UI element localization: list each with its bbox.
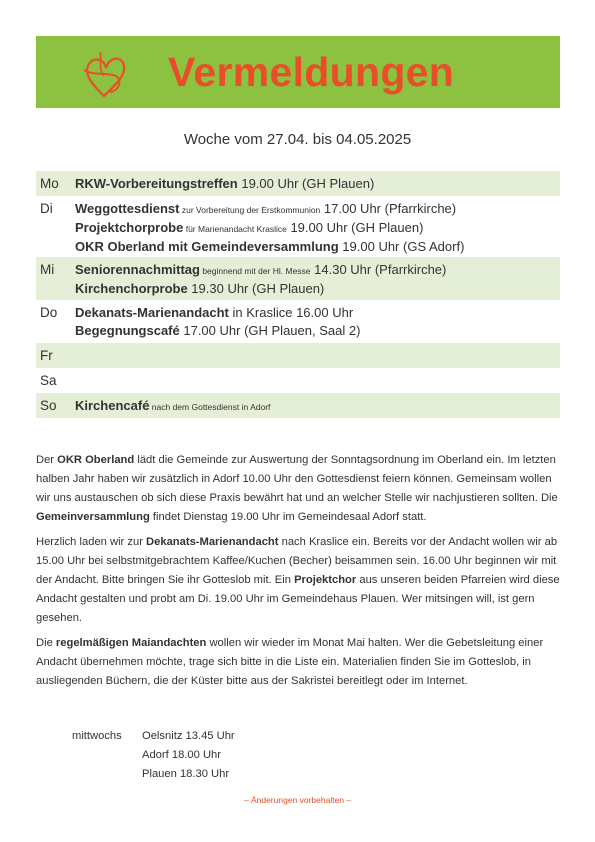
paragraph-text: nach Kraslice ein. Bereits vor der Andacht wollen wir ab 15.00 Uhr bei selbstmitgebrachtem Kaffee/Kuchen (Becher) beisammen sein. 16.00 Uhr beginnen wir mit der Andacht. Bitte bringen Sie ihr Gotteslob mit. Ein xyxy=(36,536,558,586)
event-details: 17.00 Uhr (Pfarrkirche) xyxy=(320,201,457,216)
weekday-label: So xyxy=(40,398,57,413)
event-name: Projektchorprobe xyxy=(75,220,184,235)
week-range: Woche vom 27.04. bis 04.05.2025 xyxy=(183,131,412,148)
announcements xyxy=(36,451,560,697)
event-list xyxy=(75,397,560,418)
event-note: beginnend mit der Hl. Messe xyxy=(199,266,311,276)
paragraph-text: findet Dienstag 19.00 Uhr im Gemeindesaal Adorf statt. xyxy=(149,511,427,523)
paragraph-text: Die xyxy=(36,637,56,649)
time-entry: Oelsnitz 13.45 Uhr xyxy=(142,730,235,742)
event-details: 19.30 Uhr (GH Plauen) xyxy=(187,281,325,296)
event-details: 19.00 Uhr (GH Plauen) xyxy=(237,176,375,191)
announcement-paragraph xyxy=(36,634,560,691)
schedule-row xyxy=(36,368,560,393)
header-banner xyxy=(36,36,560,108)
event-list xyxy=(75,347,560,368)
event-details: 19.00 Uhr (GS Adorf) xyxy=(338,239,465,254)
event-list xyxy=(75,372,560,393)
paragraph-text: aus unseren beiden Pfarreien wird diese Andacht gestalten und probt am Di. 19.00 Uhr im Gemeindehaus Plauen. Wer mitsingen will, ist gern gesehen. xyxy=(36,574,560,624)
event-details: 14.30 Uhr (Pfarrkirche) xyxy=(310,262,447,277)
paragraph-text: wollen wir wieder im Monat Mai halten. Wer die Gebetsleitung einer Andacht übernehmen möchte, trage sich bitte in die Liste ein. Materialien finden Sie im Gotteslob, in ausliegenden Büchern, die der Küster bitte aus der Sakristei bereitlegt oder im Internet. xyxy=(36,637,544,687)
highlight-text: regelmäßigen Maiandachten xyxy=(55,637,207,649)
event-name: Begegnungscafé xyxy=(75,323,180,338)
announcement-paragraph xyxy=(36,533,560,628)
weekday-label: Mo xyxy=(40,176,59,191)
event-details: 17.00 Uhr (GH Plauen, Saal 2) xyxy=(179,323,361,338)
time-entry: Adorf 18.00 Uhr xyxy=(142,749,221,761)
weekday-label: Mi xyxy=(40,262,55,277)
weekday-label: Do xyxy=(40,305,58,320)
schedule-row xyxy=(36,257,560,300)
schedule-row xyxy=(36,300,560,343)
highlight-text: OKR Oberland xyxy=(57,454,135,466)
highlight-text: Dekanats-Marienandacht xyxy=(146,536,279,548)
event-name: Weggottesdienst xyxy=(75,201,180,216)
schedule-row xyxy=(36,196,560,257)
schedule-row xyxy=(36,171,560,196)
time-entry: Plauen 18.30 Uhr xyxy=(142,768,230,780)
schedule-table xyxy=(36,171,560,418)
event-name: Seniorennachmittag xyxy=(75,262,200,277)
event-entry xyxy=(75,219,560,238)
event-name: RKW-Vorbereitungstreffen xyxy=(75,176,238,191)
page-title: Vermeldungen xyxy=(168,49,455,95)
event-entry xyxy=(75,200,560,219)
times-label: mittwochs xyxy=(72,730,122,742)
event-entry xyxy=(75,322,560,340)
event-details: 19.00 Uhr (GH Plauen) xyxy=(286,220,424,235)
paragraph-text: Der xyxy=(36,454,58,466)
heart-ribbon-icon xyxy=(80,46,130,100)
event-list xyxy=(75,261,560,300)
event-list xyxy=(75,200,560,257)
weekday-label: Sa xyxy=(40,373,57,388)
paragraph-text: Herzlich laden wir zur xyxy=(36,536,147,548)
event-list xyxy=(75,304,560,343)
event-name: Kirchenchorprobe xyxy=(75,281,188,296)
highlight-text: Gemeinversammlung xyxy=(36,511,150,523)
event-note: nach dem Gottesdienst in Adorf xyxy=(149,402,271,412)
event-name: OKR Oberland mit Gemeindeversammlung xyxy=(75,239,339,254)
event-name: Dekanats-Marienandacht xyxy=(75,305,229,320)
event-entry xyxy=(75,238,560,256)
paragraph-text: lädt die Gemeinde zur Auswertung der Sonntagsordnung im Oberland ein. Im letzten halben Jahr haben wir zusätzlich in Adorf 10.00 Uhr den Gottesdienst feiern können. Gemeinsam wollen wir uns austauschen ob sich diese Praxis bewährt hat und an welcher Stelle wir nachjustieren sollten. Die xyxy=(36,454,558,504)
footer-note: – Änderungen vorbehalten – xyxy=(243,795,352,805)
schedule-row xyxy=(36,343,560,368)
weekday-label: Fr xyxy=(40,348,53,363)
event-entry xyxy=(75,397,560,416)
event-note: zur Vorbereitung der Erstkommunion xyxy=(179,205,321,215)
event-entry xyxy=(75,261,560,280)
highlight-text: Projektchor xyxy=(294,574,357,586)
weekday-label: Di xyxy=(40,201,53,216)
event-entry xyxy=(75,175,560,193)
announcement-paragraph xyxy=(36,451,560,527)
times-list xyxy=(142,727,235,784)
event-entry xyxy=(75,304,560,322)
event-note: für Marienandacht Kraslice xyxy=(183,224,287,234)
event-name: Kirchencafé xyxy=(75,398,150,413)
event-entry xyxy=(75,280,560,298)
event-list xyxy=(75,175,560,196)
event-details: in Kraslice 16.00 Uhr xyxy=(228,305,354,320)
schedule-row xyxy=(36,393,560,418)
